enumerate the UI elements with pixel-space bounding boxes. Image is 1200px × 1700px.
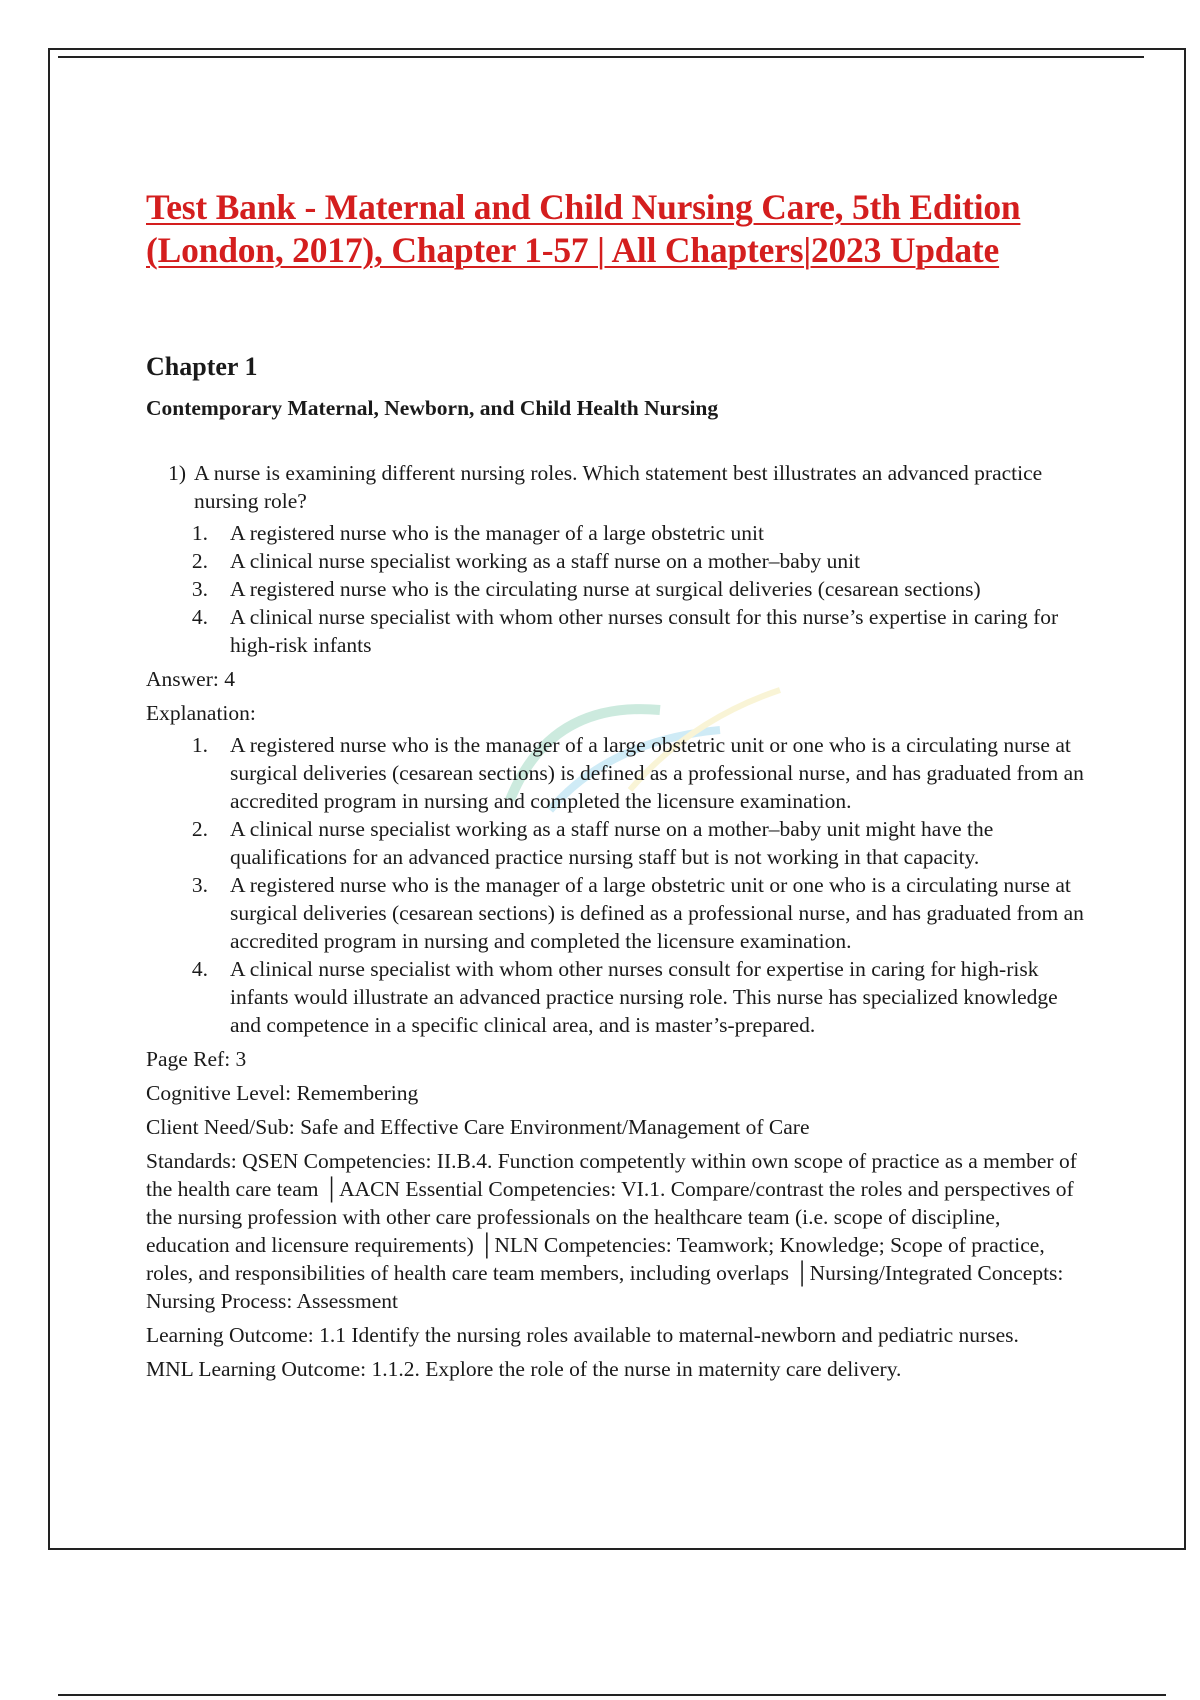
top-rule xyxy=(58,56,1144,58)
document-title: Test Bank - Maternal and Child Nursing Care, 5th Edition (London, 2017), Chapter 1-57 | All Chapters|2023 Update xyxy=(146,187,1021,270)
answer-options xyxy=(146,519,1086,659)
question-stem xyxy=(146,459,1086,515)
question-number: 1) xyxy=(168,461,186,485)
learning-outcome: Learning Outcome: 1.1 Identify the nursing roles available to maternal-newborn and pediatric nurses. xyxy=(146,1323,1019,1347)
cognitive-level: Cognitive Level: Remembering xyxy=(146,1081,419,1105)
option-item: 2. A clinical nurse specialist working as a staff nurse on a mother–baby unit xyxy=(191,549,861,573)
answer-line: Answer: 4 xyxy=(146,667,235,691)
document-content xyxy=(146,186,1086,1383)
question-text: A nurse is examining different nursing roles. Which statement best illustrates an advanced practice nursing role? xyxy=(194,461,1043,513)
chapter-heading: Chapter 1 xyxy=(146,352,258,381)
chapter-subtitle: Contemporary Maternal, Newborn, and Child Health Nursing xyxy=(146,396,719,420)
explanation-item: 3. A registered nurse who is the manager of a large obstetric unit or one who is a circulating nurse at surgical deliveries (cesarean sections) is defined as a professional nurse, and has graduated from an accredited program in nursing and completed the licensure examination. xyxy=(191,873,1084,953)
option-item: 1. A registered nurse who is the manager of a large obstetric unit xyxy=(191,521,764,545)
client-need: Client Need/Sub: Safe and Effective Care Environment/Management of Care xyxy=(146,1115,810,1139)
mnl-learning-outcome: MNL Learning Outcome: 1.1.2. Explore the role of the nurse in maternity care delivery. xyxy=(146,1357,902,1381)
explanation-item: 2. A clinical nurse specialist working as a staff nurse on a mother–baby unit might have the qualifications for an advanced practice nursing staff but is not working in that capacity. xyxy=(191,817,994,869)
option-item: 3. A registered nurse who is the circulating nurse at surgical deliveries (cesarean sections) xyxy=(191,577,981,601)
standards: Standards: QSEN Competencies: II.B.4. Function competently within own scope of practice as a member of the health care team │AACN Essential Competencies: VI.1. Compare/contrast the roles and perspectives of the nursing profession with other care professionals on the healthcare team (i.e. scope of discipline, education and licensure requirements) │NLN Competencies: Teamwork; Knowledge; Scope of practice, roles, and responsibilities of health care team members, including overlaps │Nursing/Integrated Concepts: Nursing Process: Assessment xyxy=(146,1149,1077,1313)
option-item: 4. A clinical nurse specialist with whom other nurses consult for this nurse’s expertise in caring for high-risk infants xyxy=(191,605,1059,657)
explanation-label: Explanation: xyxy=(146,701,256,725)
bottom-rule xyxy=(58,1694,1166,1696)
explanation-list xyxy=(146,731,1086,1039)
explanation-item: 4. A clinical nurse specialist with whom other nurses consult for expertise in caring for high-risk infants would illustrate an advanced practice nursing role. This nurse has specialized knowledge and competence in a specific clinical area, and is master’s-prepared. xyxy=(191,957,1058,1037)
page-ref: Page Ref: 3 xyxy=(146,1047,247,1071)
explanation-item: 1. A registered nurse who is the manager of a large obstetric unit or one who is a circulating nurse at surgical deliveries (cesarean sections) is defined as a professional nurse, and has graduated from an accredited program in nursing and completed the licensure examination. xyxy=(191,733,1084,813)
